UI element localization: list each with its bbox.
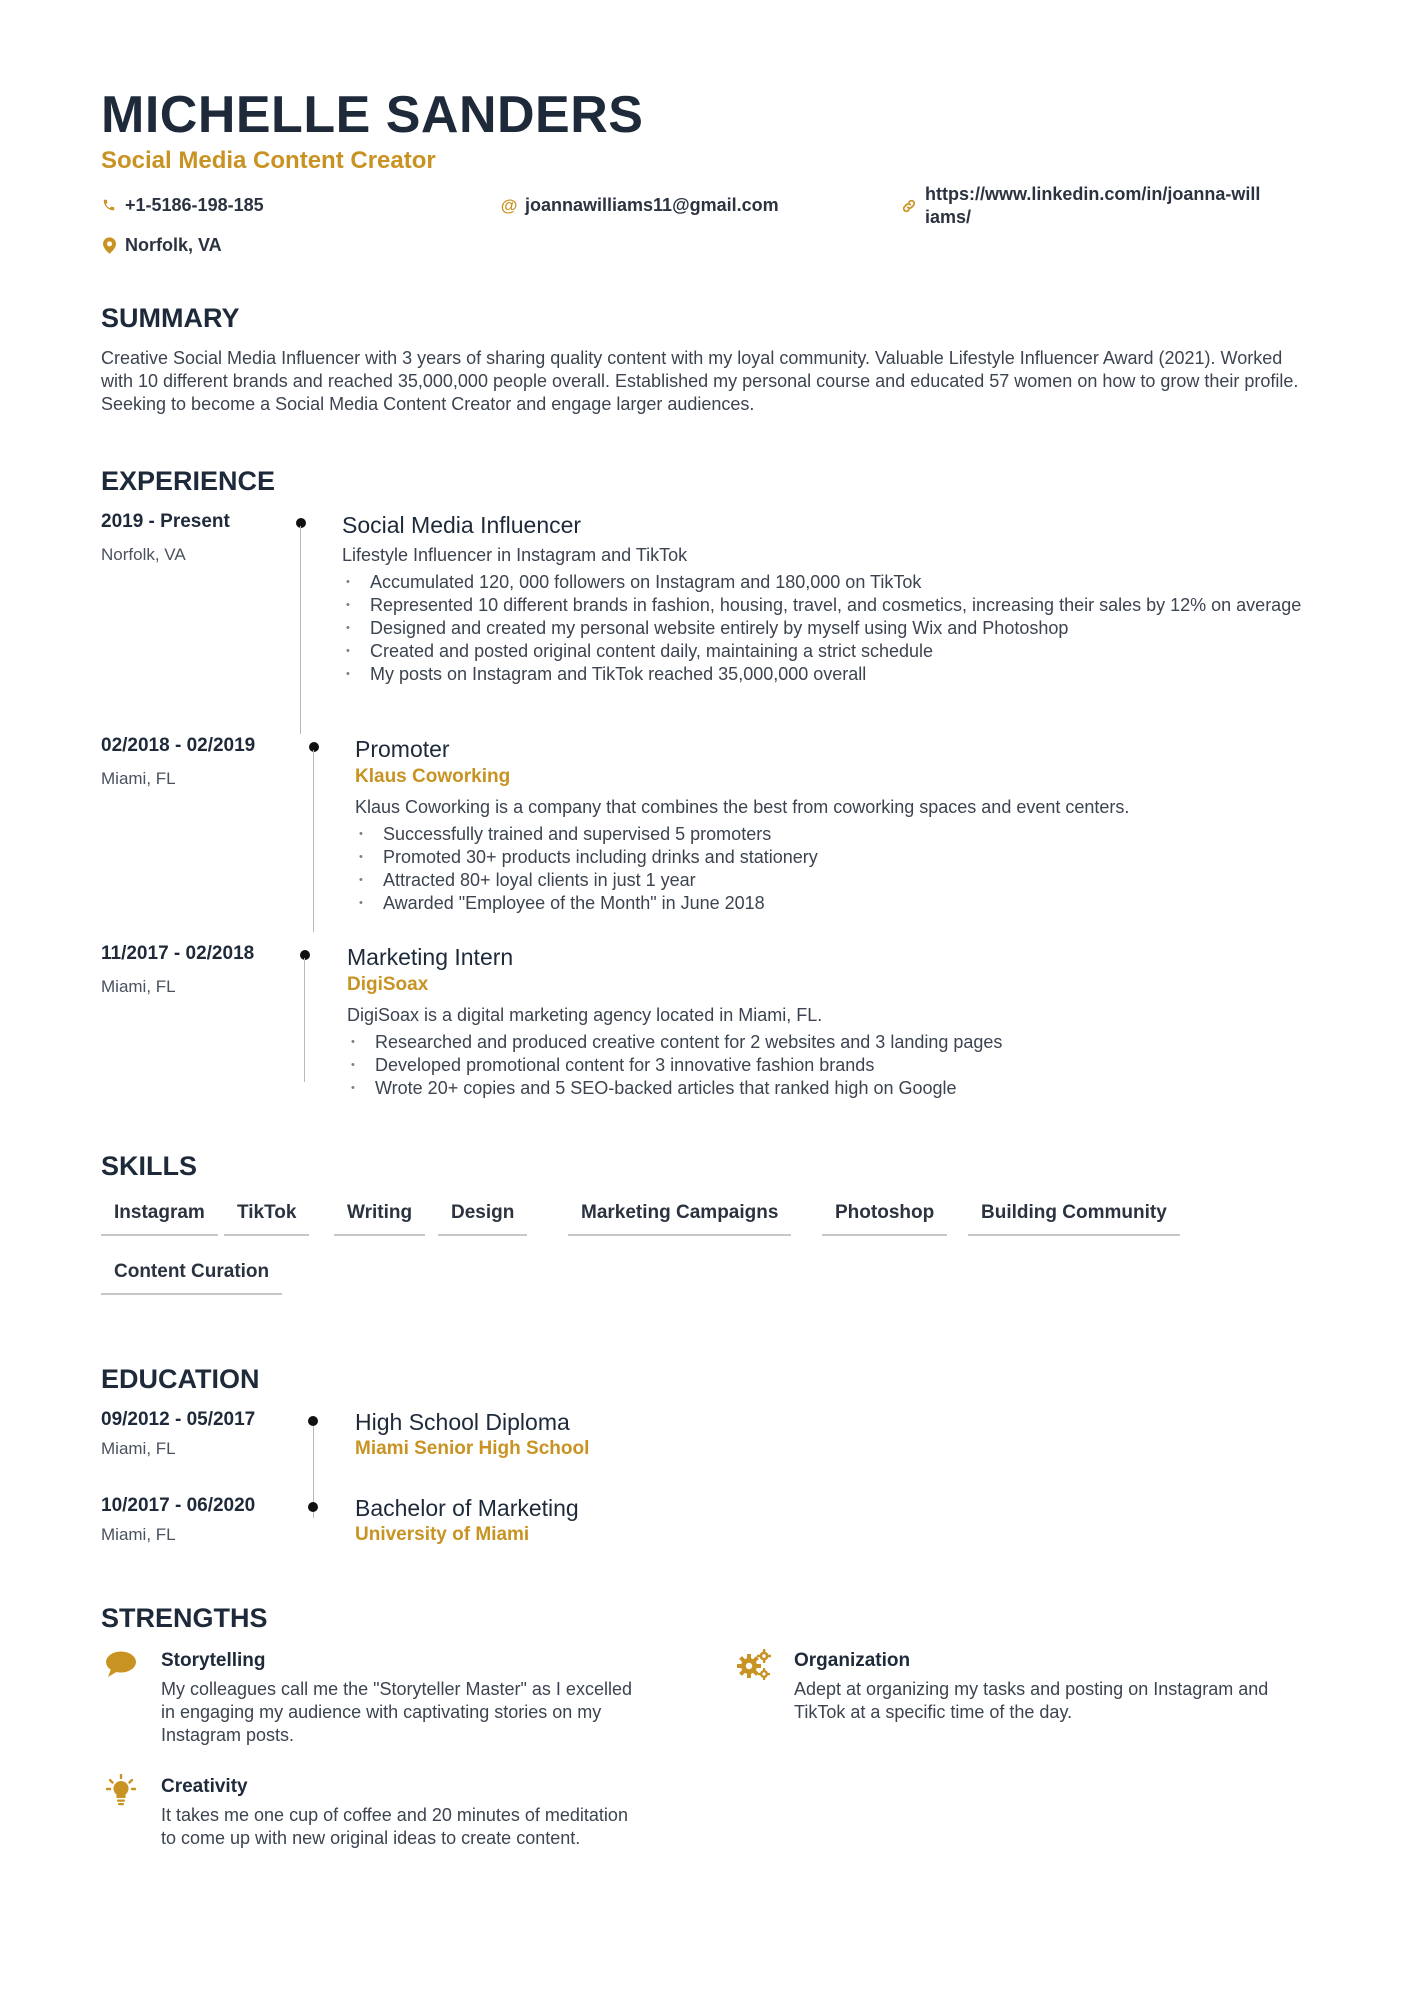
experience-location: Norfolk, VA <box>101 545 186 564</box>
strengths-heading: STRENGTHS <box>101 1603 268 1633</box>
speech-bubble-icon <box>101 1648 141 1680</box>
strength-description: It takes me one cup of coffee and 20 minutes of meditation to come up with new original ideas to create content. <box>161 1805 628 1848</box>
job-bullets <box>347 1031 1297 1100</box>
experience-location: Miami, FL <box>101 977 176 996</box>
list-item: • Promoted 30+ products including drinks and stationery <box>355 846 1305 869</box>
timeline-dot <box>309 742 319 752</box>
list-item: • Successfully trained and supervised 5 promoters <box>355 823 1305 846</box>
list-item: • Developed promotional content for 3 innovative fashion brands <box>347 1054 1297 1077</box>
job-bullets <box>355 823 1305 915</box>
location-text: Norfolk, VA <box>125 235 222 255</box>
skill-tag: Photoshop <box>822 1200 947 1236</box>
timeline-dot <box>300 950 310 960</box>
list-item: • Represented 10 different brands in fashion, housing, travel, and cosmetics, increasing their sales by 12% on average <box>342 594 1302 617</box>
job-description: Klaus Coworking is a company that combines the best from coworking spaces and event centers. <box>355 797 1130 817</box>
linkedin-text: https://www.linkedin.com/in/joanna-williams/ <box>925 184 1261 227</box>
timeline-line <box>313 750 314 932</box>
job-bullets <box>342 571 1302 686</box>
skill-tag: Marketing Campaigns <box>568 1200 791 1236</box>
timeline-dot <box>296 518 306 528</box>
timeline-dot <box>308 1416 318 1426</box>
timeline-dot <box>308 1502 318 1512</box>
experience-body <box>347 942 1297 1100</box>
experience-location: Miami, FL <box>101 769 176 788</box>
education-body <box>355 1494 579 1548</box>
skill-tag: Content Curation <box>101 1259 282 1295</box>
phone-text: +1-5186-198-185 <box>125 195 264 215</box>
job-description: DigiSoax is a digital marketing agency located in Miami, FL. <box>347 1005 823 1025</box>
contact-linkedin[interactable] <box>901 183 1271 229</box>
list-item: • Accumulated 120, 000 followers on Instagram and 180,000 on TikTok <box>342 571 1302 594</box>
school-name: Miami Senior High School <box>355 1438 590 1459</box>
job-title: Marketing Intern <box>347 944 514 970</box>
list-item: • Designed and created my personal website entirely by myself using Wix and Photoshop <box>342 617 1302 640</box>
strength-description: My colleagues call me the "Storyteller Master" as I excelled in engaging my audience with captivating stories on my Instagram posts. <box>161 1679 632 1745</box>
skill-tag: Instagram <box>101 1200 218 1236</box>
at-icon: @ <box>500 195 518 215</box>
strength-name: Organization <box>794 1650 911 1671</box>
education-body <box>355 1408 589 1462</box>
education-location: Miami, FL <box>101 1439 176 1458</box>
gears-icon <box>734 1648 774 1680</box>
degree-title: High School Diploma <box>355 1409 570 1435</box>
map-pin-icon <box>101 234 117 256</box>
list-item: • Attracted 80+ loyal clients in just 1 year <box>355 869 1305 892</box>
skill-tag: Design <box>438 1200 527 1236</box>
experience-date: 2019 - Present <box>101 511 230 532</box>
list-item: • Wrote 20+ copies and 5 SEO-backed articles that ranked high on Google <box>347 1077 1297 1100</box>
experience-body <box>355 734 1305 915</box>
timeline-line <box>300 526 301 734</box>
skill-tag: TikTok <box>224 1200 309 1236</box>
school-name: University of Miami <box>355 1524 530 1545</box>
job-title: Promoter <box>355 736 450 762</box>
summary-text: Creative Social Media Influencer with 3 years of sharing quality content with my loyal community. Valuable Lifestyle Influencer Award (2021). Worked with 10 different brands and reached 35,000,000 people overall. Established my personal course and educated 57 women on how to grow their profile. Seeking to become a Social Media Content Creator and engage larger audiences. <box>101 348 1299 414</box>
job-title: Social Media Influencer <box>342 512 582 538</box>
job-description: Lifestyle Influencer in Instagram and TikTok <box>342 545 688 565</box>
skills-heading: SKILLS <box>101 1151 198 1181</box>
strength-name: Storytelling <box>161 1650 266 1671</box>
list-item: • My posts on Instagram and TikTok reached 35,000,000 overall <box>342 663 1302 686</box>
experience-heading: EXPERIENCE <box>101 466 276 496</box>
company-name: Klaus Coworking <box>355 766 511 787</box>
candidate-role: Social Media Content Creator <box>101 147 436 174</box>
education-heading: EDUCATION <box>101 1364 260 1394</box>
degree-title: Bachelor of Marketing <box>355 1495 579 1521</box>
contact-email[interactable] <box>501 194 779 217</box>
email-text: joannawilliams11@gmail.com <box>525 195 779 215</box>
list-item: • Created and posted original content daily, maintaining a strict schedule <box>342 640 1302 663</box>
experience-date: 02/2018 - 02/2019 <box>101 735 256 756</box>
timeline-line <box>304 958 305 1082</box>
phone-icon <box>101 194 117 216</box>
experience-body <box>342 510 1302 686</box>
link-icon <box>901 195 917 217</box>
lightbulb-icon <box>101 1774 141 1806</box>
experience-date: 11/2017 - 02/2018 <box>101 943 255 964</box>
strength-name: Creativity <box>161 1776 248 1797</box>
company-name: DigiSoax <box>347 974 429 995</box>
contact-phone[interactable] <box>101 194 264 217</box>
skill-tag: Writing <box>334 1200 425 1236</box>
education-location: Miami, FL <box>101 1525 176 1544</box>
candidate-name: MICHELLE SANDERS <box>101 86 644 144</box>
summary-heading: SUMMARY <box>101 303 240 333</box>
skill-tag: Building Community <box>968 1200 1180 1236</box>
list-item: • Researched and produced creative content for 2 websites and 3 landing pages <box>347 1031 1297 1054</box>
education-date: 10/2017 - 06/2020 <box>101 1495 256 1516</box>
contact-location <box>101 234 222 257</box>
list-item: • Awarded "Employee of the Month" in June 2018 <box>355 892 1305 915</box>
strength-description: Adept at organizing my tasks and posting on Instagram and TikTok at a specific time of the day. <box>794 1679 1269 1722</box>
education-date: 09/2012 - 05/2017 <box>101 1409 256 1430</box>
